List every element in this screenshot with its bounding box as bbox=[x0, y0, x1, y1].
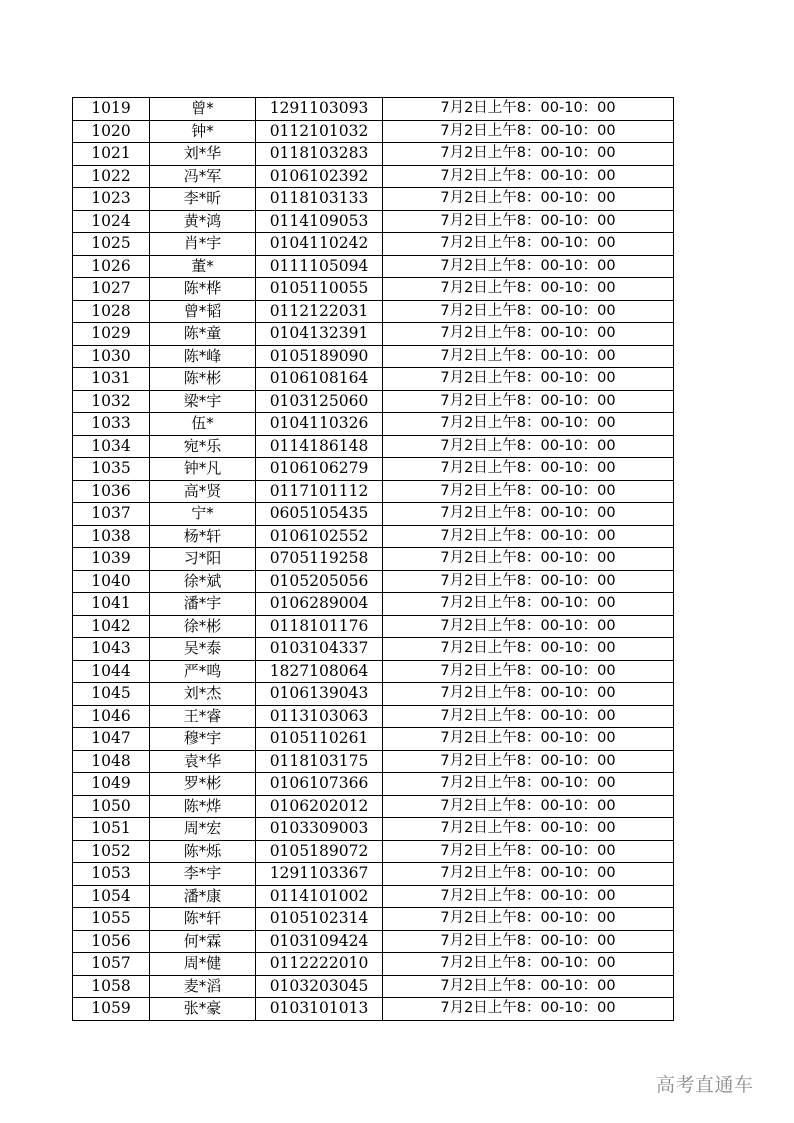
table-row bbox=[73, 683, 674, 706]
cell-seq-number: 1037 bbox=[73, 503, 150, 526]
cell-exam-id: 1827108064 bbox=[256, 660, 383, 683]
table-row bbox=[73, 143, 674, 166]
cell-exam-id: 0103101013 bbox=[256, 998, 383, 1021]
cell-exam-time: 7月2日上午8：00-10：00 bbox=[383, 840, 674, 863]
cell-student-name: 陈*桦 bbox=[150, 278, 256, 301]
cell-seq-number: 1029 bbox=[73, 323, 150, 346]
cell-student-name: 徐*斌 bbox=[150, 570, 256, 593]
cell-exam-id: 0106106279 bbox=[256, 458, 383, 481]
table-row bbox=[73, 435, 674, 458]
table-row bbox=[73, 323, 674, 346]
cell-student-name: 王*睿 bbox=[150, 705, 256, 728]
cell-seq-number: 1035 bbox=[73, 458, 150, 481]
cell-exam-id: 0106102552 bbox=[256, 525, 383, 548]
table-row bbox=[73, 975, 674, 998]
cell-seq-number: 1031 bbox=[73, 368, 150, 391]
cell-seq-number: 1027 bbox=[73, 278, 150, 301]
table-row bbox=[73, 120, 674, 143]
cell-seq-number: 1048 bbox=[73, 750, 150, 773]
cell-exam-id: 1291103093 bbox=[256, 98, 383, 121]
cell-seq-number: 1059 bbox=[73, 998, 150, 1021]
cell-student-name: 严*鸣 bbox=[150, 660, 256, 683]
cell-exam-time: 7月2日上午8：00-10：00 bbox=[383, 570, 674, 593]
cell-seq-number: 1032 bbox=[73, 390, 150, 413]
cell-exam-id: 0105102314 bbox=[256, 908, 383, 931]
cell-exam-id: 0112222010 bbox=[256, 953, 383, 976]
cell-seq-number: 1057 bbox=[73, 953, 150, 976]
cell-exam-time: 7月2日上午8：00-10：00 bbox=[383, 683, 674, 706]
table-row bbox=[73, 368, 674, 391]
cell-student-name: 钟*凡 bbox=[150, 458, 256, 481]
cell-student-name: 黄*鸿 bbox=[150, 210, 256, 233]
cell-student-name: 潘*康 bbox=[150, 885, 256, 908]
cell-exam-id: 0104110326 bbox=[256, 413, 383, 436]
cell-student-name: 张*豪 bbox=[150, 998, 256, 1021]
table-row bbox=[73, 390, 674, 413]
table-row bbox=[73, 705, 674, 728]
cell-seq-number: 1040 bbox=[73, 570, 150, 593]
cell-exam-time: 7月2日上午8：00-10：00 bbox=[383, 435, 674, 458]
table-row bbox=[73, 458, 674, 481]
cell-seq-number: 1044 bbox=[73, 660, 150, 683]
cell-exam-time: 7月2日上午8：00-10：00 bbox=[383, 143, 674, 166]
table-row bbox=[73, 593, 674, 616]
cell-seq-number: 1022 bbox=[73, 165, 150, 188]
cell-exam-id: 0105110055 bbox=[256, 278, 383, 301]
cell-student-name: 杨*轩 bbox=[150, 525, 256, 548]
cell-student-name: 刘*华 bbox=[150, 143, 256, 166]
cell-exam-id: 0118103133 bbox=[256, 188, 383, 211]
cell-exam-time: 7月2日上午8：00-10：00 bbox=[383, 795, 674, 818]
cell-exam-time: 7月2日上午8：00-10：00 bbox=[383, 255, 674, 278]
cell-exam-id: 0104132391 bbox=[256, 323, 383, 346]
cell-student-name: 周*健 bbox=[150, 953, 256, 976]
cell-exam-id: 0104110242 bbox=[256, 233, 383, 256]
cell-exam-time: 7月2日上午8：00-10：00 bbox=[383, 323, 674, 346]
cell-student-name: 曾*韬 bbox=[150, 300, 256, 323]
cell-exam-time: 7月2日上午8：00-10：00 bbox=[383, 953, 674, 976]
cell-student-name: 麦*滔 bbox=[150, 975, 256, 998]
cell-exam-id: 0114109053 bbox=[256, 210, 383, 233]
cell-exam-time: 7月2日上午8：00-10：00 bbox=[383, 390, 674, 413]
cell-student-name: 罗*彬 bbox=[150, 773, 256, 796]
cell-seq-number: 1020 bbox=[73, 120, 150, 143]
table-row bbox=[73, 210, 674, 233]
cell-student-name: 刘*杰 bbox=[150, 683, 256, 706]
table-row bbox=[73, 908, 674, 931]
cell-exam-id: 0117101112 bbox=[256, 480, 383, 503]
table-row bbox=[73, 188, 674, 211]
cell-seq-number: 1026 bbox=[73, 255, 150, 278]
table-row bbox=[73, 773, 674, 796]
cell-student-name: 李*昕 bbox=[150, 188, 256, 211]
cell-exam-id: 0106139043 bbox=[256, 683, 383, 706]
cell-seq-number: 1045 bbox=[73, 683, 150, 706]
cell-exam-time: 7月2日上午8：00-10：00 bbox=[383, 660, 674, 683]
cell-student-name: 李*宇 bbox=[150, 863, 256, 886]
cell-exam-time: 7月2日上午8：00-10：00 bbox=[383, 98, 674, 121]
table-row bbox=[73, 300, 674, 323]
cell-seq-number: 1058 bbox=[73, 975, 150, 998]
table-row bbox=[73, 548, 674, 571]
cell-exam-time: 7月2日上午8：00-10：00 bbox=[383, 930, 674, 953]
cell-exam-id: 0118101176 bbox=[256, 615, 383, 638]
table-row bbox=[73, 98, 674, 121]
watermark-logo-text: 高考直通车 bbox=[656, 1074, 754, 1096]
cell-seq-number: 1054 bbox=[73, 885, 150, 908]
table-row bbox=[73, 525, 674, 548]
cell-exam-time: 7月2日上午8：00-10：00 bbox=[383, 908, 674, 931]
cell-exam-id: 0103125060 bbox=[256, 390, 383, 413]
table-row bbox=[73, 863, 674, 886]
cell-student-name: 陈*烨 bbox=[150, 795, 256, 818]
cell-seq-number: 1039 bbox=[73, 548, 150, 571]
cell-exam-id: 0106289004 bbox=[256, 593, 383, 616]
cell-student-name: 周*宏 bbox=[150, 818, 256, 841]
cell-exam-id: 0103104337 bbox=[256, 638, 383, 661]
table-row bbox=[73, 795, 674, 818]
cell-exam-time: 7月2日上午8：00-10：00 bbox=[383, 885, 674, 908]
cell-exam-time: 7月2日上午8：00-10：00 bbox=[383, 210, 674, 233]
cell-student-name: 陈*峰 bbox=[150, 345, 256, 368]
cell-exam-id: 0705119258 bbox=[256, 548, 383, 571]
exam-roster-table bbox=[72, 97, 674, 1021]
cell-exam-id: 0605105435 bbox=[256, 503, 383, 526]
table-row bbox=[73, 570, 674, 593]
cell-student-name: 袁*华 bbox=[150, 750, 256, 773]
cell-exam-id: 0103309003 bbox=[256, 818, 383, 841]
cell-exam-time: 7月2日上午8：00-10：00 bbox=[383, 750, 674, 773]
table-row bbox=[73, 233, 674, 256]
cell-exam-time: 7月2日上午8：00-10：00 bbox=[383, 773, 674, 796]
cell-exam-id: 0105205056 bbox=[256, 570, 383, 593]
cell-exam-id: 0103109424 bbox=[256, 930, 383, 953]
table-row bbox=[73, 345, 674, 368]
cell-student-name: 宁* bbox=[150, 503, 256, 526]
cell-seq-number: 1046 bbox=[73, 705, 150, 728]
cell-exam-time: 7月2日上午8：00-10：00 bbox=[383, 413, 674, 436]
cell-exam-time: 7月2日上午8：00-10：00 bbox=[383, 705, 674, 728]
cell-seq-number: 1021 bbox=[73, 143, 150, 166]
table-row bbox=[73, 818, 674, 841]
cell-seq-number: 1030 bbox=[73, 345, 150, 368]
cell-student-name: 曾* bbox=[150, 98, 256, 121]
table-row bbox=[73, 953, 674, 976]
table-row bbox=[73, 165, 674, 188]
cell-student-name: 徐*彬 bbox=[150, 615, 256, 638]
cell-exam-id: 0112122031 bbox=[256, 300, 383, 323]
cell-student-name: 梁*宇 bbox=[150, 390, 256, 413]
cell-exam-id: 0106107366 bbox=[256, 773, 383, 796]
cell-student-name: 习*阳 bbox=[150, 548, 256, 571]
cell-exam-id: 0105189072 bbox=[256, 840, 383, 863]
cell-exam-time: 7月2日上午8：00-10：00 bbox=[383, 593, 674, 616]
cell-exam-id: 0114186148 bbox=[256, 435, 383, 458]
cell-exam-time: 7月2日上午8：00-10：00 bbox=[383, 525, 674, 548]
cell-exam-id: 0103203045 bbox=[256, 975, 383, 998]
cell-exam-time: 7月2日上午8：00-10：00 bbox=[383, 638, 674, 661]
table-row bbox=[73, 480, 674, 503]
table-row bbox=[73, 728, 674, 751]
cell-exam-time: 7月2日上午8：00-10：00 bbox=[383, 728, 674, 751]
cell-student-name: 陈*轩 bbox=[150, 908, 256, 931]
table-row bbox=[73, 885, 674, 908]
table-row bbox=[73, 503, 674, 526]
cell-exam-id: 0111105094 bbox=[256, 255, 383, 278]
cell-seq-number: 1051 bbox=[73, 818, 150, 841]
cell-exam-time: 7月2日上午8：00-10：00 bbox=[383, 233, 674, 256]
cell-exam-id: 0118103175 bbox=[256, 750, 383, 773]
cell-exam-time: 7月2日上午8：00-10：00 bbox=[383, 863, 674, 886]
cell-seq-number: 1038 bbox=[73, 525, 150, 548]
table-row bbox=[73, 413, 674, 436]
cell-seq-number: 1055 bbox=[73, 908, 150, 931]
table-row bbox=[73, 750, 674, 773]
cell-exam-time: 7月2日上午8：00-10：00 bbox=[383, 188, 674, 211]
cell-seq-number: 1025 bbox=[73, 233, 150, 256]
cell-exam-time: 7月2日上午8：00-10：00 bbox=[383, 345, 674, 368]
cell-student-name: 陈*童 bbox=[150, 323, 256, 346]
cell-seq-number: 1023 bbox=[73, 188, 150, 211]
cell-exam-time: 7月2日上午8：00-10：00 bbox=[383, 165, 674, 188]
cell-exam-id: 0118103283 bbox=[256, 143, 383, 166]
table-row bbox=[73, 615, 674, 638]
cell-exam-id: 0114101002 bbox=[256, 885, 383, 908]
cell-exam-id: 0112101032 bbox=[256, 120, 383, 143]
cell-exam-time: 7月2日上午8：00-10：00 bbox=[383, 615, 674, 638]
cell-exam-id: 0105110261 bbox=[256, 728, 383, 751]
cell-exam-time: 7月2日上午8：00-10：00 bbox=[383, 998, 674, 1021]
table-row bbox=[73, 278, 674, 301]
cell-student-name: 潘*宇 bbox=[150, 593, 256, 616]
cell-student-name: 穆*宇 bbox=[150, 728, 256, 751]
table-row bbox=[73, 255, 674, 278]
cell-exam-time: 7月2日上午8：00-10：00 bbox=[383, 503, 674, 526]
cell-exam-id: 0106102392 bbox=[256, 165, 383, 188]
cell-seq-number: 1050 bbox=[73, 795, 150, 818]
cell-student-name: 陈*烁 bbox=[150, 840, 256, 863]
cell-seq-number: 1052 bbox=[73, 840, 150, 863]
cell-exam-time: 7月2日上午8：00-10：00 bbox=[383, 368, 674, 391]
table-row bbox=[73, 660, 674, 683]
cell-student-name: 董* bbox=[150, 255, 256, 278]
table-row bbox=[73, 930, 674, 953]
cell-seq-number: 1028 bbox=[73, 300, 150, 323]
cell-exam-time: 7月2日上午8：00-10：00 bbox=[383, 120, 674, 143]
cell-exam-time: 7月2日上午8：00-10：00 bbox=[383, 480, 674, 503]
cell-exam-id: 1291103367 bbox=[256, 863, 383, 886]
cell-seq-number: 1056 bbox=[73, 930, 150, 953]
cell-student-name: 钟* bbox=[150, 120, 256, 143]
cell-seq-number: 1036 bbox=[73, 480, 150, 503]
cell-exam-id: 0113103063 bbox=[256, 705, 383, 728]
cell-seq-number: 1033 bbox=[73, 413, 150, 436]
cell-seq-number: 1043 bbox=[73, 638, 150, 661]
table-row bbox=[73, 638, 674, 661]
cell-seq-number: 1047 bbox=[73, 728, 150, 751]
cell-exam-time: 7月2日上午8：00-10：00 bbox=[383, 300, 674, 323]
cell-exam-id: 0106202012 bbox=[256, 795, 383, 818]
cell-exam-time: 7月2日上午8：00-10：00 bbox=[383, 458, 674, 481]
cell-seq-number: 1042 bbox=[73, 615, 150, 638]
cell-exam-time: 7月2日上午8：00-10：00 bbox=[383, 548, 674, 571]
cell-exam-id: 0106108164 bbox=[256, 368, 383, 391]
cell-exam-time: 7月2日上午8：00-10：00 bbox=[383, 818, 674, 841]
cell-seq-number: 1019 bbox=[73, 98, 150, 121]
cell-seq-number: 1053 bbox=[73, 863, 150, 886]
cell-student-name: 伍* bbox=[150, 413, 256, 436]
table-row bbox=[73, 840, 674, 863]
cell-student-name: 何*霖 bbox=[150, 930, 256, 953]
cell-exam-id: 0105189090 bbox=[256, 345, 383, 368]
cell-exam-time: 7月2日上午8：00-10：00 bbox=[383, 278, 674, 301]
cell-seq-number: 1041 bbox=[73, 593, 150, 616]
cell-exam-time: 7月2日上午8：00-10：00 bbox=[383, 975, 674, 998]
table-row bbox=[73, 998, 674, 1021]
cell-student-name: 宛*乐 bbox=[150, 435, 256, 458]
cell-student-name: 冯*军 bbox=[150, 165, 256, 188]
cell-seq-number: 1049 bbox=[73, 773, 150, 796]
cell-seq-number: 1024 bbox=[73, 210, 150, 233]
cell-student-name: 吴*泰 bbox=[150, 638, 256, 661]
cell-student-name: 高*贤 bbox=[150, 480, 256, 503]
cell-student-name: 陈*彬 bbox=[150, 368, 256, 391]
cell-seq-number: 1034 bbox=[73, 435, 150, 458]
roster-table-body bbox=[73, 98, 674, 1021]
cell-student-name: 肖*宇 bbox=[150, 233, 256, 256]
